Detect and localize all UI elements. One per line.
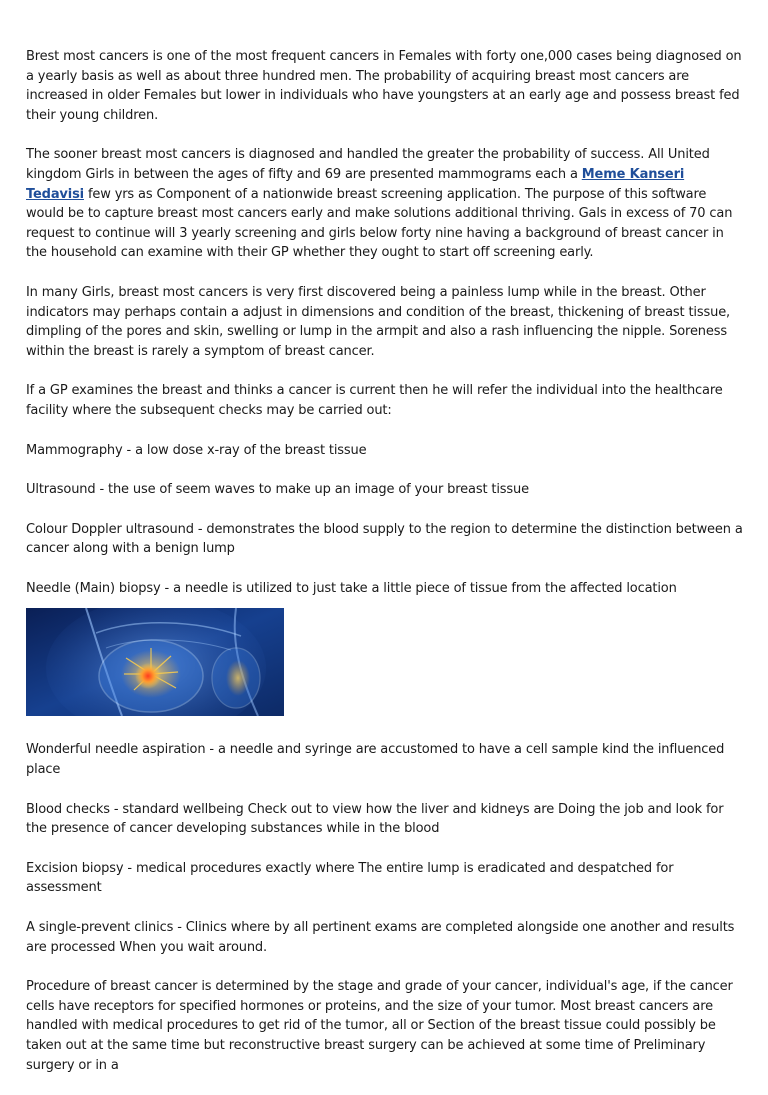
test-item-doppler: Colour Doppler ultrasound - demonstrates the blood supply to the region to determine the distinction between a cancer along with a benign lump [26,521,743,557]
breast-anatomy-illustration [26,608,284,716]
paragraph-screening [26,145,746,263]
paragraph-screening-text-before: The sooner breast most cancers is diagnosed and handled the greater the probability of success. All United kingdom Girls in between the ages of fifty and 69 are presented mammograms each a [26,147,710,182]
test-item-needle-biopsy: Needle (Main) biopsy - a needle is utilized to just take a little piece of tissue from the affected location [26,580,677,596]
test-item-mammography: Mammography - a low dose x-ray of the breast tissue [26,442,367,458]
test-item-blood-checks: Blood checks - standard wellbeing Check out to view how the liver and kidneys are Doing the job and look for the presence of cancer developing substances while in the blood [26,801,724,837]
test-item-one-stop-clinics: A single-prevent clinics - Clinics where by all pertinent exams are completed alongside one another and results are processed When you wait around. [26,920,735,955]
test-item-excision-biopsy: Excision biopsy - medical procedures exactly where The entire lump is eradicated and despatched for assessment [26,860,674,896]
document-page [26,47,746,1095]
meme-kanseri-tedavisi-link[interactable]: Meme Kanseri Tedavisi [26,166,685,202]
test-item-fine-needle-aspiration: Wonderful needle aspiration - a needle and syringe are accustomed to have a cell sample kind the influenced place [26,742,725,778]
paragraph-treatment: Procedure of breast cancer is determined by the stage and grade of your cancer, individual's age, if the cancer cells have receptors for specified hormones or proteins, and the size of your tumor. Most breast cancers are handled with medical procedures to get rid of the tumor, all or Section of the breast tissue could possibly be taken out at the same time but reconstructive breast surgery can be achieved at some time of Preliminary surgery or in a [26,979,733,1073]
test-item-ultrasound: Ultrasound - the use of seem waves to make up an image of your breast tissue [26,482,529,498]
paragraph-intro: Brest most cancers is one of the most frequent cancers in Females with forty one,000 cases being diagnosed on a yearly basis as well as about three hundred men. The probability of acquiring breast most cancers are increased in older Females but lower in individuals who have youngsters at an early age and possess breast fed their young children. [26,49,742,123]
paragraph-symptoms: In many Girls, breast most cancers is very first discovered being a painless lump while in the breast. Other indicators may perhaps contain a adjust in dimensions and condition of the breast, thickening of breast tissue, dimpling of the pores and skin, swelling or lump in the armpit and also a rash influencing the nipple. Soreness within the breast is rarely a symptom of breast cancer. [26,284,731,359]
paragraph-gp-referral: If a GP examines the breast and thinks a cancer is current then he will refer the individual into the healthcare facility where the subsequent checks may be carried out: [26,383,723,418]
paragraph-screening-text-after: few yrs as Component of a nationwide breast screening application. The purpose of this software would be to capture breast most cancers early and make solutions additional thriving. Gals in excess of 70 can request to continue will 3 yearly screening and girls below forty nine having a background of breast cancer in the household can examine with their GP whether they ought to start off screening early. [26,186,733,261]
